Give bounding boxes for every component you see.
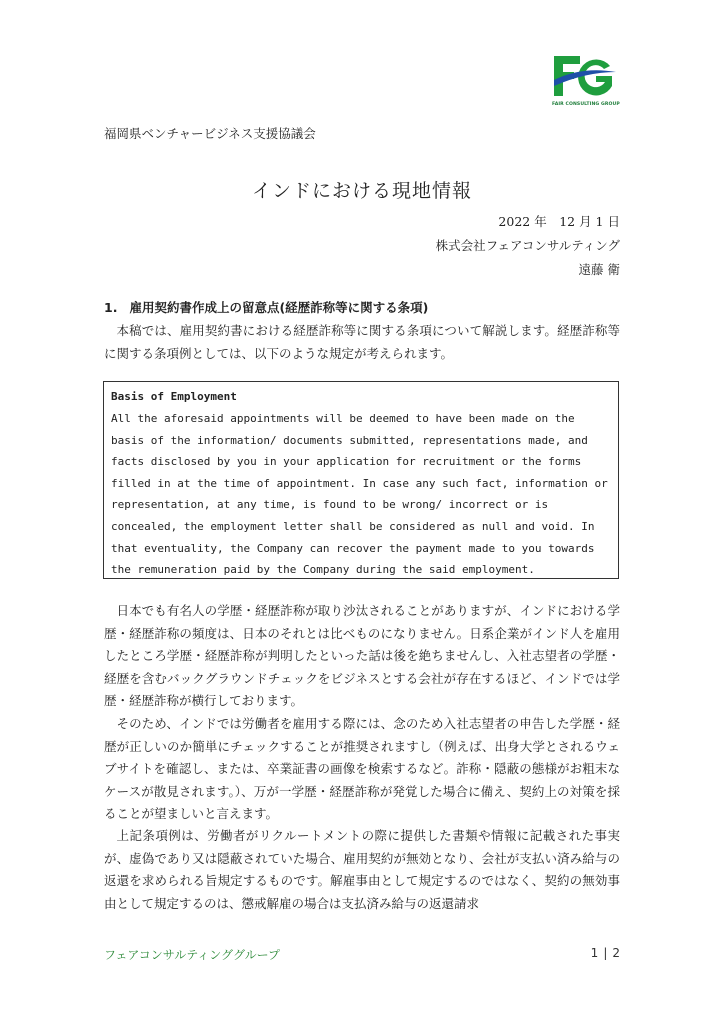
author-name: 遠藤 衛 — [578, 262, 620, 277]
clause-line: that eventuality, the Company can recover the payment made to you towards — [111, 541, 595, 555]
clause-line: facts disclosed by you in your application for recruitment or the forms — [111, 455, 582, 469]
fcg-logo-mark — [552, 52, 618, 102]
clause-box — [103, 381, 619, 579]
body-paragraph-3: 上記条項例は、労働者がリクルートメントの際に提供した書類や情報に記載された事実が、虚偽であり又は隠蔽されていた場合、雇用契約が無効となり、会社が支払い済み給与の返還を求められる旨規定するものです。解雇事由として規定するのではなく、契約の無効事由として規定するのは、懲戒解雇の場合は支払済み給与の返還請求 — [104, 828, 620, 911]
section-title: 雇用契約書作成上の留意点(経歴詐称等に関する条項) — [129, 300, 429, 315]
clause-title: Basis of Employment — [111, 390, 237, 403]
body-paragraph-1: 日本でも有名人の学歴・経歴詐称が取り沙汰されることがありますが、インドにおける学歴・経歴詐称の頻度は、日本のそれとは比べものになりません。日系企業がインド人を雇用したところ学歴・経歴詐称が判明したといった話は後を絶ちませんし、入社志望者の学歴・経歴を含むバックグラウンドチェックをビジネスとする会社が存在するほど、インドでは学歴・経歴詐称が横行しております。 — [104, 603, 620, 708]
clause-line: basis of the information/ documents submitted, representations made, and — [111, 433, 588, 447]
page-current: 1 — [590, 946, 599, 960]
clause-line: All the aforesaid appointments will be deemed to have been made on the — [111, 412, 575, 425]
fcg-logo — [552, 52, 618, 112]
company-name: 株式会社フェアコンサルティング — [435, 238, 620, 253]
document-date: 2022 年 12 月 1 日 — [498, 214, 620, 229]
page-number — [591, 946, 620, 960]
clause-line: filled in at the time of appointment. In case any such fact, information or — [111, 476, 608, 490]
intro-paragraph: 本稿では、雇用契約書における経歴詐称等に関する条項について解説します。経歴詐称等に関する条項例としては、以下のような規定が考えられます。 — [104, 323, 620, 361]
page-total: 2 — [612, 946, 620, 960]
clause-line: representation, at any time, is found to be wrong/ incorrect or is — [111, 498, 549, 512]
body-paragraph-2: そのため、インドでは労働者を雇用する際には、念のため入社志望者の申告した学歴・経歴が正しいのか簡単にチェックすることが推奨されますし（例えば、出身大学とされるウェブサイトを確認し、または、卒業証書の画像を検索するなど。詐称・隠蔽の態様がお粗末なケースが散見されます。）、万が一学歴・経歴詐称が発覚した場合に備え、契約上の対策を採ることが望ましいと言えます。 — [104, 716, 620, 821]
section-heading — [104, 298, 428, 316]
footer-group-name: フェアコンサルティンググループ — [104, 948, 281, 962]
logo-text: FAIR CONSULTING GROUP — [552, 102, 620, 107]
clause-line: the remuneration paid by the Company during the said employment. — [111, 563, 535, 577]
clause-line: concealed, the employment letter shall be considered as null and void. In — [111, 519, 595, 533]
page-separator: | — [603, 946, 608, 960]
document-title: インドにおける現地情報 — [251, 180, 472, 202]
organization-name: 福岡県ベンチャービジネス支援協議会 — [104, 126, 316, 141]
section-number: 1. — [104, 300, 118, 315]
